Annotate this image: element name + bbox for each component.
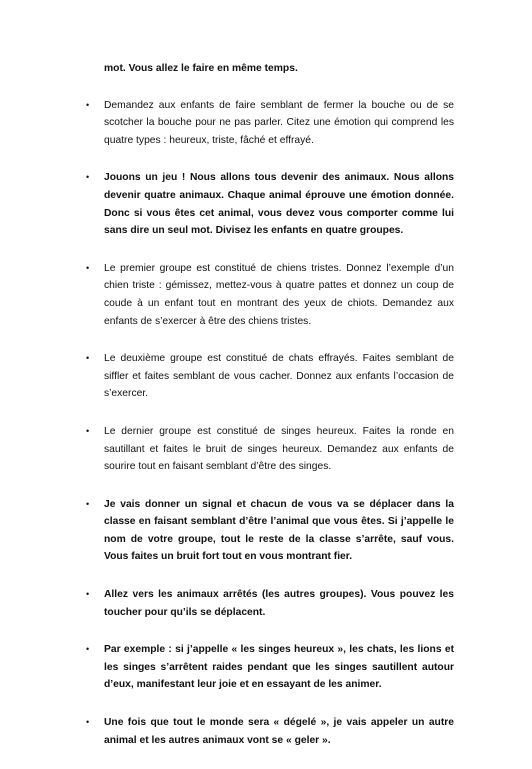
list-item [86,260,454,330]
list-item-text: Par exemple : si j’appelle « les singes heureux », les chats, les lions et les singes s’arrêtent raides pendant que les singes sautillent autour d’eux, manifestant leur joie et en essayant de les animer. [104,644,454,691]
list-item-text: Demandez aux enfants de faire semblant de fermer la bouche ou de se scotcher la bouche pour ne pas parler. Citez une émotion qui comprend les quatre types : heureux, triste, fâché et effrayé. [104,99,454,146]
list-item [86,714,454,749]
list-item-text: Jouons un jeu ! Nous allons tous devenir des animaux. Nous allons devenir quatre animaux. Chaque animal éprouve une émotion donnée. Donc si vous êtes cet animal, vous devez vous comporter comme lui sans dire un seul mot. Divisez les enfants en quatre groupes. [104,172,454,237]
bullet-icon: • [86,99,90,110]
list-item [86,496,454,566]
bullet-icon: • [86,353,90,364]
list-item [86,641,454,694]
instruction-list [86,97,454,750]
bullet-icon: • [86,262,90,273]
list-item-text: Je vais donner un signal et chacun de vous va se déplacer dans la classe en faisant semblant d’être l’animal que vous êtes. Si j’appelle le nom de votre groupe, tout le reste de la classe s’arrête, sauf vous. Vous faites un bruit fort tout en vous montrant fier. [104,498,454,563]
list-item-text: Le dernier groupe est constitué de singes heureux. Faites la ronde en sautillant et faites le bruit de singes heureux. Demandez aux enfants de sourire tout en faisant semblant d’être des singes. [104,425,454,473]
bullet-icon: • [86,425,90,436]
bullet-icon: • [86,589,90,600]
intro-paragraph: mot. Vous allez le faire en même temps. [104,63,298,74]
document-body [86,60,454,769]
list-item [86,350,454,403]
list-item [86,169,454,239]
list-item [86,97,454,150]
list-item-text: Le deuxième groupe est constitué de chats effrayés. Faites semblant de siffler et faites semblant de vous cacher. Donnez aux enfants l’occasion de s’exercer. [104,353,454,400]
list-item-text: Allez vers les animaux arrêtés (les autres groupes). Vous pouvez les toucher pour qu’ils se déplacent. [104,589,454,618]
bullet-icon: • [86,498,90,509]
list-item [86,423,454,476]
list-item [86,586,454,621]
bullet-icon: • [86,644,90,655]
bullet-icon: • [86,172,90,183]
list-item-text: Le premier groupe est constitué de chiens tristes. Donnez l’exemple d’un chien triste : gémissez, mettez-vous à quatre pattes et donnez un coup de coude à un enfant tout en montrant des yeux de chiots. Demandez aux enfants de s’exercer à être des chiens tristes. [104,262,454,327]
bullet-icon: • [86,717,90,728]
list-item-text: Une fois que tout le monde sera « dégelé », je vais appeler un autre animal et les autres animaux vont se « geler ». [104,717,454,746]
